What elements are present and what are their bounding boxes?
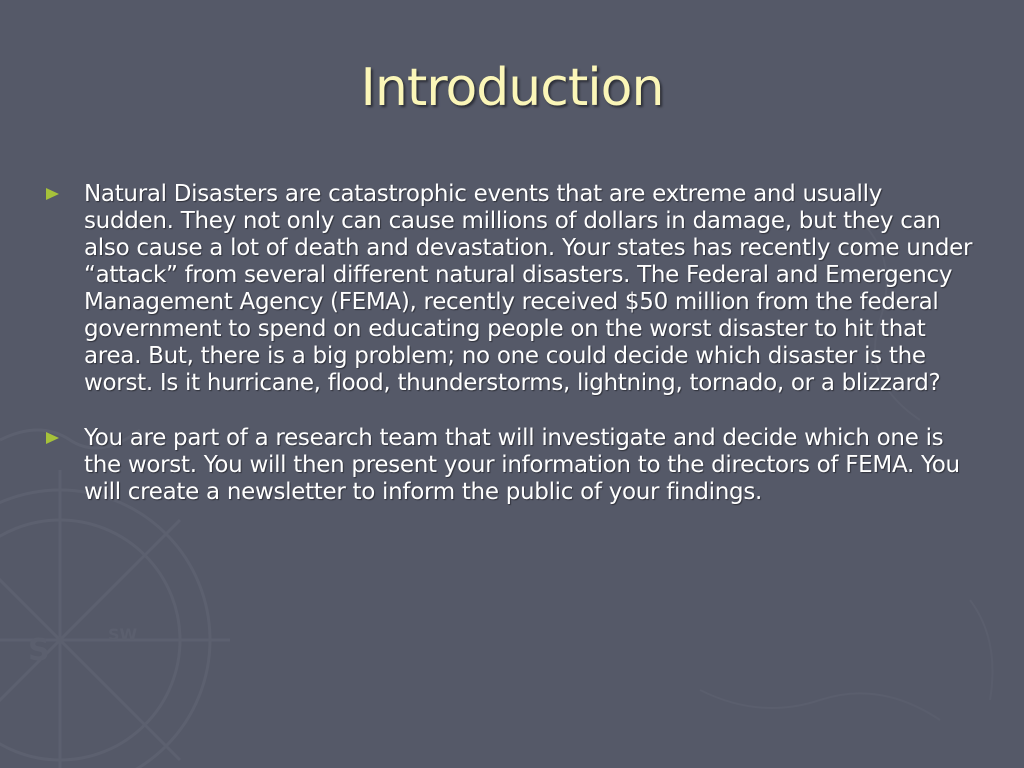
svg-text:SW: SW — [108, 625, 138, 644]
triangle-bullet-icon — [46, 432, 59, 444]
triangle-bullet-icon — [46, 188, 59, 200]
bullet-list — [44, 181, 974, 506]
svg-text:S: S — [28, 633, 50, 668]
bullet-text: Natural Disasters are catastrophic events that are extreme and usually sudden. They not only can cause millions of dollars in damage, but they can also cause a lot of death and devastation. Your states has recently come under “attack” from several different natural disasters. The Federal and Emergency Management Agency (FEMA), recently received $50 million from the federal government to spend on educating people on the worst disaster to hit that area. But, there is a big problem; no one could decide which disaster is the worst. Is it hurricane, flood, thunderstorms, lightning, tornado, or a blizzard? — [84, 181, 973, 396]
bullet-text: You are part of a research team that will investigate and decide which one is the worst. You will then present your information to the directors of FEMA. You will create a newsletter to inform the public of your findings. — [84, 425, 960, 505]
bullet-item — [44, 425, 974, 506]
slide-title: Introduction — [360, 58, 664, 118]
bullet-item — [44, 181, 974, 397]
